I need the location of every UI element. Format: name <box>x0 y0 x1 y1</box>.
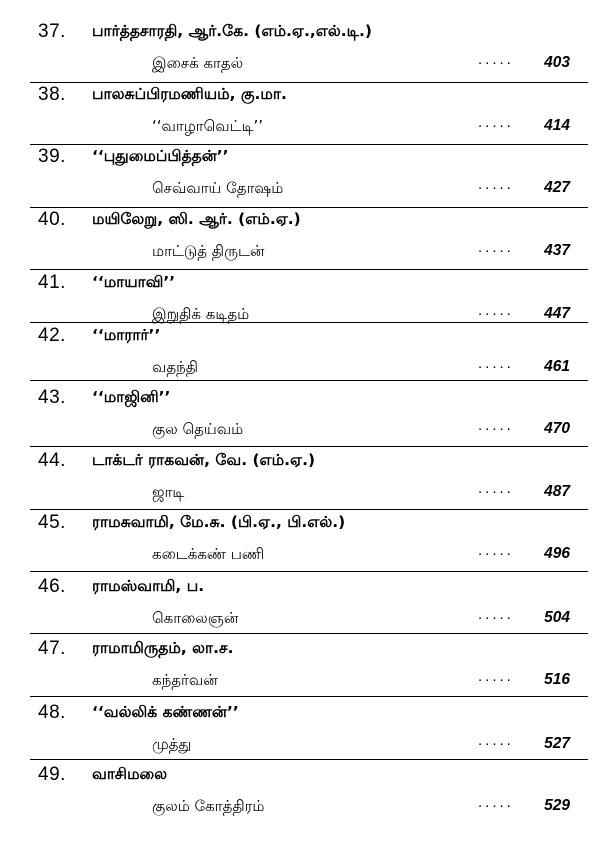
entry-divider <box>30 509 588 510</box>
entry-divider <box>30 571 588 572</box>
story-title: குலம் கோத்திரம் <box>152 797 265 815</box>
story-title: செவ்வாய் தோஷம் <box>152 179 284 197</box>
author-name: ‘‘வல்லிக் கண்ணன்’’ <box>92 703 239 721</box>
dot-leader: ..... <box>478 239 514 256</box>
dot-leader: ..... <box>478 114 514 131</box>
story-title: வதந்தி <box>152 358 199 376</box>
page-number: 504 <box>544 609 570 626</box>
page-number: 447 <box>544 305 570 322</box>
dot-leader: ..... <box>478 732 514 749</box>
page-number: 461 <box>544 358 570 375</box>
author-name: பாலசுப்பிரமணியம், கு.மா. <box>92 85 287 103</box>
entry-divider <box>30 380 588 381</box>
dot-leader: ..... <box>478 480 514 497</box>
story-title: மாட்டுத் திருடன் <box>152 242 265 260</box>
entry-divider <box>30 322 588 323</box>
story-title: கொலைஞன் <box>152 609 239 627</box>
dot-leader: ..... <box>478 794 514 811</box>
entry-number: 49. <box>38 764 66 785</box>
toc-entry-45 <box>0 512 600 574</box>
dot-leader: ..... <box>478 542 514 559</box>
entry-divider <box>30 633 588 634</box>
author-name: ராமஸ்வாமி, ப. <box>92 577 205 595</box>
entry-number: 37. <box>38 21 66 42</box>
toc-entry-48 <box>0 702 600 764</box>
dot-leader: ..... <box>478 606 514 623</box>
toc-entry-46 <box>0 576 600 638</box>
dot-leader: ..... <box>478 355 514 372</box>
entry-divider <box>30 269 588 270</box>
entry-divider <box>30 144 588 145</box>
author-name: ராமாமிருதம், லா.ச. <box>92 639 234 657</box>
author-name: ராமசுவாமி, மே.சு. (பி.ஏ., பி.எல்.) <box>92 513 346 531</box>
story-title: முத்து <box>152 735 192 753</box>
entry-divider <box>30 207 588 208</box>
dot-leader: ..... <box>478 51 514 68</box>
page-number: 529 <box>544 797 570 814</box>
entry-number: 38. <box>38 84 66 105</box>
story-title: கடைக்கண் பணி <box>152 545 265 563</box>
entry-number: 42. <box>38 325 66 346</box>
page-number: 496 <box>544 545 570 562</box>
toc-entry-47 <box>0 638 600 700</box>
story-title: ‘‘வாழாவெட்டி’’ <box>152 117 264 135</box>
page-number: 437 <box>544 242 570 259</box>
page-number: 403 <box>544 54 570 71</box>
entry-number: 46. <box>38 576 66 597</box>
entry-number: 41. <box>38 272 66 293</box>
toc-entry-42 <box>0 325 600 387</box>
author-name: ‘‘புதுமைப்பித்தன்’’ <box>92 147 229 165</box>
entry-number: 43. <box>38 387 66 408</box>
page-number: 527 <box>544 735 570 752</box>
entry-number: 39. <box>38 146 66 167</box>
author-name: டாக்டர் ராகவன், வே. (எம்.ஏ.) <box>92 451 316 469</box>
entry-number: 47. <box>38 638 66 659</box>
page-number: 487 <box>544 483 570 500</box>
story-title: கந்தர்வன் <box>152 671 218 689</box>
story-title: குல தெய்வம் <box>152 420 244 438</box>
toc-entry-40 <box>0 209 600 271</box>
entry-divider <box>30 759 588 760</box>
entry-divider <box>30 696 588 697</box>
entry-number: 45. <box>38 512 66 533</box>
toc-entry-44 <box>0 450 600 512</box>
dot-leader: ..... <box>478 302 514 319</box>
toc-entry-39 <box>0 146 600 208</box>
dot-leader: ..... <box>478 176 514 193</box>
entry-number: 48. <box>38 702 66 723</box>
toc-entry-37 <box>0 21 600 83</box>
story-title: இறுதிக் கடிதம் <box>152 305 250 323</box>
entry-divider <box>30 82 588 83</box>
dot-leader: ..... <box>478 668 514 685</box>
page-number: 516 <box>544 671 570 688</box>
toc-entry-43 <box>0 387 600 449</box>
page-number: 427 <box>544 179 570 196</box>
entry-number: 44. <box>38 450 66 471</box>
page-number: 414 <box>544 117 570 134</box>
story-title: ஜாடி <box>152 483 185 501</box>
toc-entry-38 <box>0 84 600 146</box>
entry-divider <box>30 446 588 447</box>
entry-number: 40. <box>38 209 66 230</box>
author-name: ‘‘மாரார்’’ <box>92 326 161 344</box>
page-number: 470 <box>544 420 570 437</box>
author-name: பார்த்தசாரதி, ஆர்.கே. (எம்.ஏ.,எல்.டி.) <box>92 22 372 40</box>
author-name: மயிலேறு, ஸி. ஆர். (எம்.ஏ.) <box>92 210 301 228</box>
author-name: ‘‘மாயாவி’’ <box>92 273 176 291</box>
author-name: ‘‘மாஜினி’’ <box>92 388 171 406</box>
story-title: இசைக் காதல் <box>152 54 244 72</box>
dot-leader: ..... <box>478 417 514 434</box>
author-name: வாசிமலை <box>92 765 168 783</box>
toc-entry-49 <box>0 764 600 826</box>
